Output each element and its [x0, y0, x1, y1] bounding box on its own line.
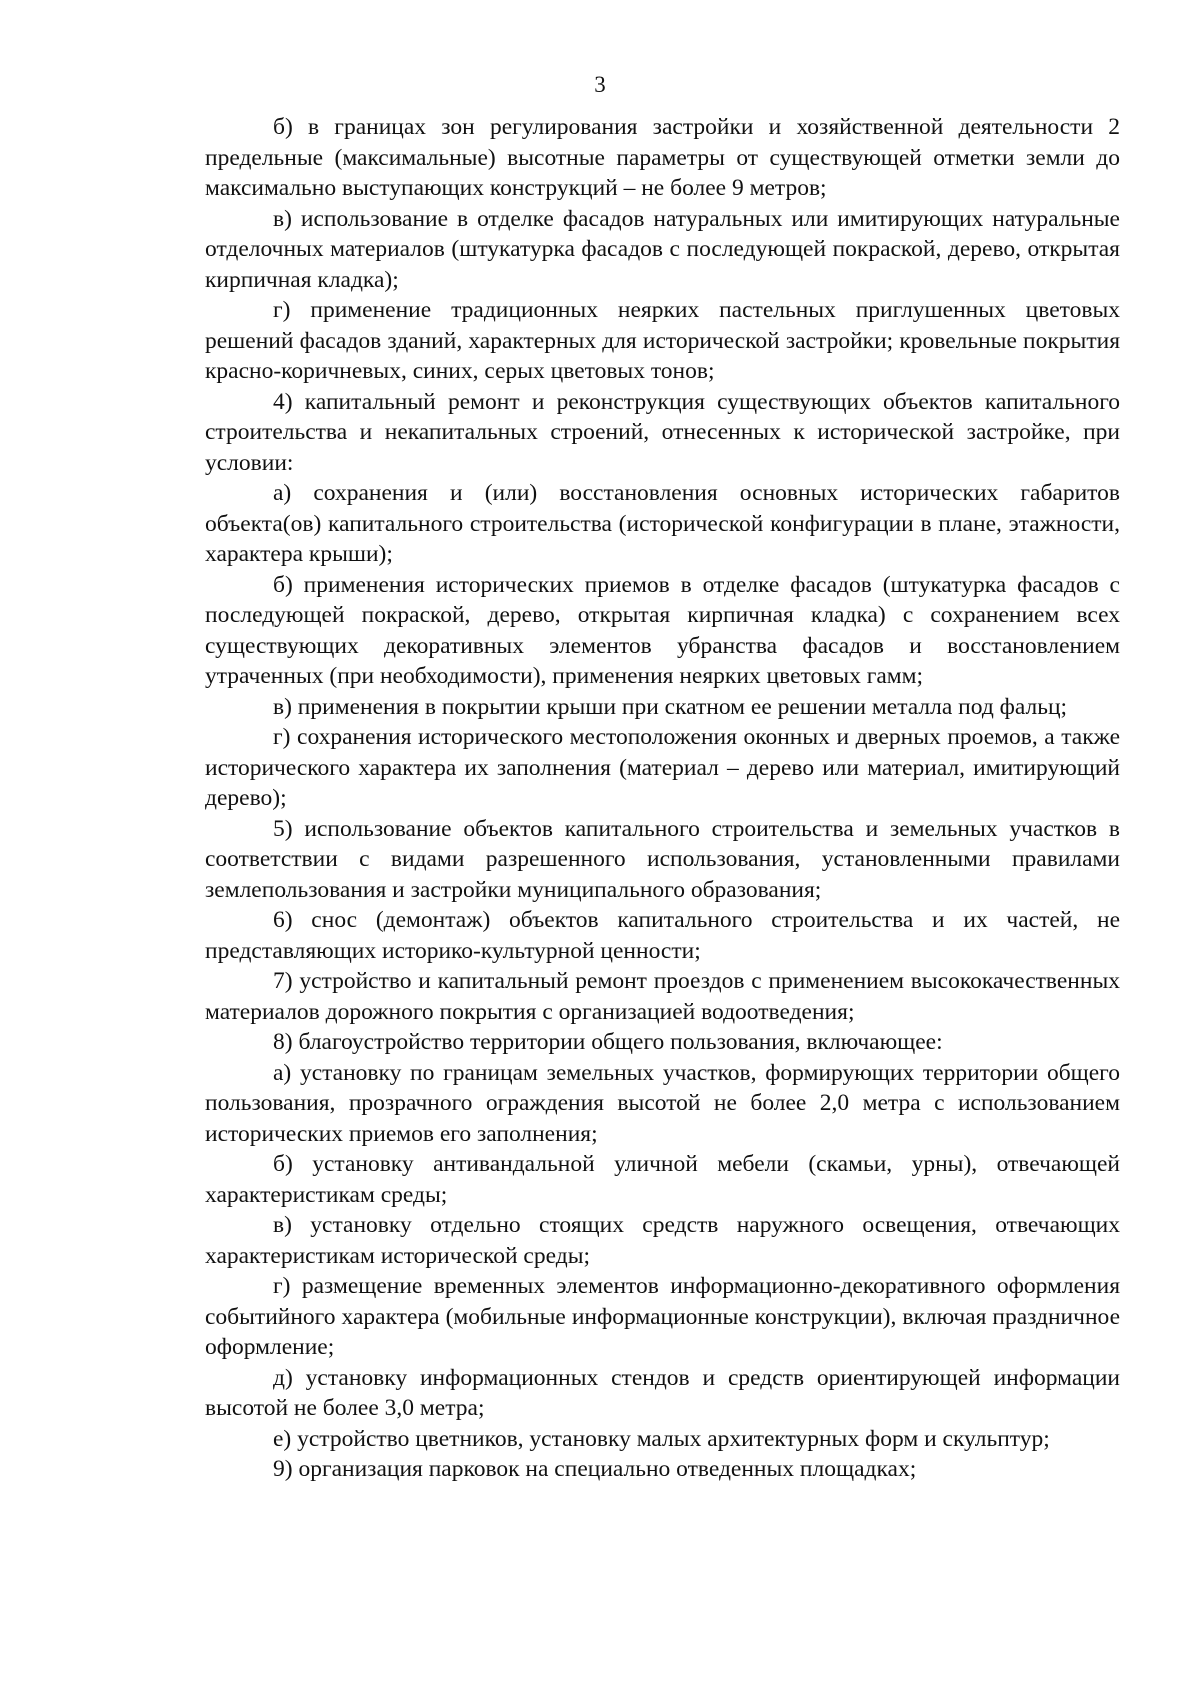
- paragraph: 5) использование объектов капитального строительства и земельных участков в соответствии с видами разрешенного использования, установленными правилами землепользования и застройки муниципального образования;: [205, 815, 1120, 903]
- paragraph: г) размещение временных элементов информационно-декоративного оформления событийного характера (мобильные информационные конструкции), включая праздничное оформление;: [205, 1273, 1120, 1360]
- paragraph: 4) капитальный ремонт и реконструкция существующих объектов капитального строительства и некапитальных строений, отнесенных к исторической застройке, при условии:: [205, 388, 1120, 476]
- paragraph: 6) снос (демонтаж) объектов капитального строительства и их частей, не представляющих историко-культурной ценности;: [205, 907, 1120, 964]
- paragraph: а) сохранения и (или) восстановления основных исторических габаритов объекта(ов) капитального строительства (исторической конфигурации в плане, этажности, характера крыши);: [205, 480, 1120, 567]
- paragraph: 8) благоустройство территории общего пользования, включающее:: [273, 1029, 943, 1055]
- paragraph: б) в границах зон регулирования застройки и хозяйственной деятельности 2 предельные (максимальные) высотные параметры от существующей отметки земли до максимально выступающих конструкций – не более 9 метров;: [205, 114, 1120, 201]
- paragraph: а) установку по границам земельных участков, формирующих территории общего пользования, прозрачного ограждения высотой не более 2,0 метра с использованием исторических приемов его заполнения;: [205, 1059, 1120, 1147]
- paragraph: в) использование в отделке фасадов натуральных или имитирующих натуральные отделочных материалов (штукатурка фасадов с последующей покраской, дерево, открытая кирпичная кладка);: [205, 205, 1120, 293]
- paragraph: д) установку информационных стендов и средств ориентирующей информации высотой не более 3,0 метра;: [205, 1364, 1120, 1421]
- paragraph: е) устройство цветников, установку малых архитектурных форм и скульптур;: [273, 1425, 1050, 1452]
- paragraph: 9) организация парковок на специально отведенных площадках;: [273, 1456, 917, 1482]
- paragraph: г) применение традиционных неярких пастельных приглушенных цветовых решений фасадов зданий, характерных для исторической застройки; кровельные покрытия красно-коричневых, синих, серых цветовых тонов;: [205, 297, 1120, 384]
- paragraph: г) сохранения исторического местоположения оконных и дверных проемов, а также исторического характера их заполнения (материал – дерево или материал, имитирующий дерево);: [205, 724, 1120, 811]
- paragraph: 7) устройство и капитальный ремонт проездов с применением высококачественных материалов дорожного покрытия с организацией водоотведения;: [205, 968, 1120, 1025]
- paragraph: в) применения в покрытии крыши при скатном ее решении металла под фальц;: [273, 693, 1068, 720]
- paragraph: б) применения исторических приемов в отделке фасадов (штукатурка фасадов с последующей покраской, дерево, открытая кирпичная кладка) с сохранением всех существующих декоративных элементов убранства фасадов и восстановлением утраченных (при необходимости), применения неярких цветовых гамм;: [205, 571, 1120, 689]
- paragraph: б) установку антивандальной уличной мебели (скамьи, урны), отвечающей характеристикам среды;: [205, 1151, 1120, 1208]
- paragraph: в) установку отдельно стоящих средств наружного освещения, отвечающих характеристикам исторической среды;: [205, 1212, 1120, 1269]
- page-number: 3: [594, 72, 606, 97]
- document-body: [205, 112, 1120, 1485]
